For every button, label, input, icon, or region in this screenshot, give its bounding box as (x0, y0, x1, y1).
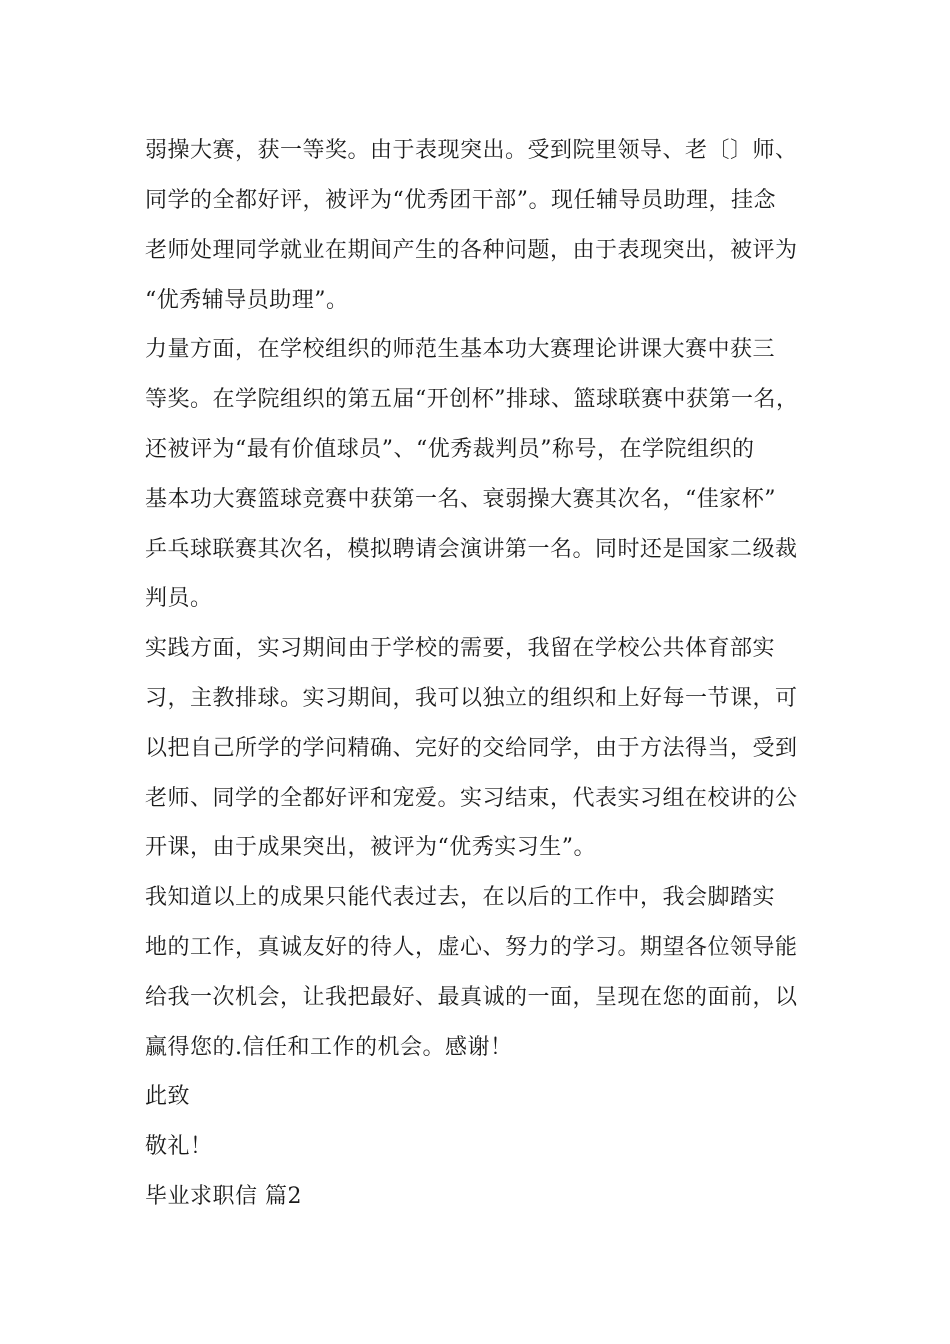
paragraph-start-line: 力量方面，在学校组织的师范生基本功大赛理论讲课大赛中获三 (145, 337, 776, 362)
text-line: 以把自己所学的学问精确、完好的交给同学，由于方法得当，受到 (145, 736, 798, 761)
text-line: 弱操大赛，获一等奖。由于表现突出。受到院里领导、老〔〕师、 (145, 138, 798, 163)
text-line: 乒乓球联赛其次名，模拟聘请会演讲第一名。同时还是国家二级裁 (145, 537, 798, 562)
text-line: 给我一次机会，让我把最好、最真诚的一面，呈现在您的面前，以 (145, 985, 798, 1010)
text-line: 还被评为“最有价值球员”、“优秀裁判员”称号，在学院组织的 (145, 437, 755, 462)
text-line: “优秀辅导员助理”。 (145, 288, 349, 313)
text-line: 判员。 (145, 586, 213, 611)
text-line: 老师处理同学就业在期间产生的各种问题，由于表现突出，被评为 (145, 238, 798, 263)
text-line: 地的工作，真诚友好的待人，虚心、努力的学习。期望各位领导能 (145, 935, 798, 960)
text-line: 同学的全都好评，被评为“优秀团干部”。现任辅导员助理，挂念 (145, 188, 776, 213)
salutation-line: 敬礼！ (145, 1134, 213, 1159)
text-line: 基本功大赛篮球竞赛中获第一名、衰弱操大赛其次名，“佳家杯” (145, 487, 776, 512)
text-line: 开课，由于成果突出，被评为“优秀实习生”。 (145, 835, 596, 860)
closing-line: 此致 (145, 1084, 191, 1109)
paragraph-start-line: 我知道以上的成果只能代表过去，在以后的工作中，我会脚踏实 (145, 885, 776, 910)
text-line: 等奖。在学院组织的第五届“开创杯”排球、篮球联赛中获第一名， (145, 387, 799, 412)
text-line: 赢得您的.信任和工作的机会。感谢！ (145, 1035, 513, 1060)
text-line: 习，主教排球。实习期间，我可以独立的组织和上好每一节课，可 (145, 686, 798, 711)
text-line: 老师、同学的全都好评和宠爱。实习结束，代表实习组在校讲的公 (145, 786, 798, 811)
paragraph-start-line: 实践方面，实习期间由于学校的需要，我留在学校公共体育部实 (145, 636, 776, 661)
section-heading: 毕业求职信 篇2 (145, 1184, 302, 1209)
